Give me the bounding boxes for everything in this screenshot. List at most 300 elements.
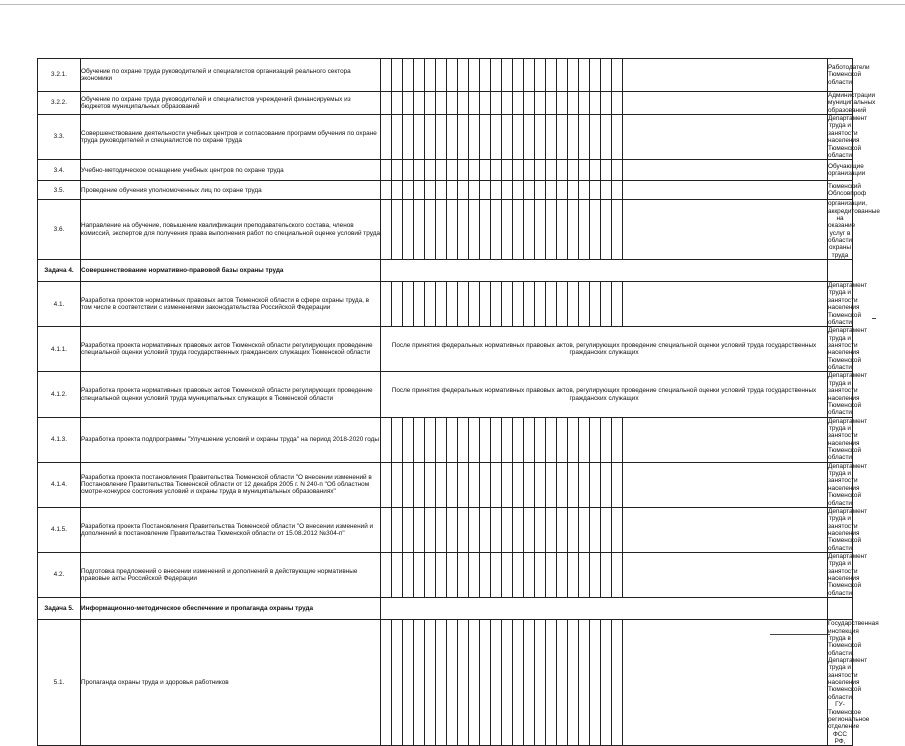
item-number: 3.3.: [38, 115, 81, 160]
measure-description: Обучение по охране труда руководителей и специалистов организаций реального сектора экономики: [81, 59, 381, 92]
timeline-cell: [612, 417, 623, 462]
timeline-cell: [447, 160, 458, 181]
item-number: 3.6.: [38, 200, 81, 260]
task-title: Информационно-методическое обеспечение и пропаганда охраны труда: [81, 598, 381, 620]
timeline-cell: [381, 92, 392, 115]
timeline-cell: [447, 59, 458, 92]
timeline-cell: [436, 160, 447, 181]
timeline-cell: [557, 59, 568, 92]
timeline-cell: [469, 181, 480, 200]
timeline-cell: [458, 59, 469, 92]
timeline-cell: [612, 620, 623, 746]
timeline-cell: [513, 200, 524, 260]
task-empty-cells: [381, 598, 828, 620]
timeline-cell: [447, 92, 458, 115]
timeline-cell: [403, 115, 414, 160]
timeline-cell: [403, 462, 414, 507]
timeline-cell: [502, 507, 513, 552]
task-empty-responsible: [828, 598, 853, 620]
timeline-cell: [502, 59, 513, 92]
timeline-cell: [568, 181, 579, 200]
timeline-cell: [546, 507, 557, 552]
timeline-cell: [403, 620, 414, 746]
timeline-cell: [513, 417, 524, 462]
timeline-cell: [524, 553, 535, 598]
table-row: [38, 620, 853, 746]
timeline-cell: [546, 620, 557, 746]
responsible-party: организации, аккредитованные на оказание услуг в области охраны труда: [828, 200, 880, 259]
timeline-cell: [469, 507, 480, 552]
timeline-cell: [502, 553, 513, 598]
timeline-cell: [480, 92, 491, 115]
timeline-cell: [524, 462, 535, 507]
timeline-cell: [425, 553, 436, 598]
table-row: [38, 462, 853, 507]
timeline-cell: [425, 417, 436, 462]
timeline-cell: [392, 620, 403, 746]
item-number: 3.2.1.: [38, 59, 81, 92]
timeline-cell: [601, 181, 612, 200]
timeline-cell: [601, 507, 612, 552]
timeline-cell: [491, 200, 502, 260]
measure-description: Разработка проекта нормативных правовых актов Тюменской области регулирующих проведение специальной оценки условий труда государственных гражданских служащих Тюменской области: [81, 327, 381, 372]
timeline-cell: [414, 462, 425, 507]
item-number: 4.1.1.: [38, 327, 81, 372]
table-row: [38, 160, 853, 181]
timeline-cell: [590, 115, 601, 160]
task-row: [38, 598, 853, 620]
task-row: [38, 260, 853, 282]
timeline-cell: [491, 92, 502, 115]
timeline-cell: [601, 200, 612, 260]
timeline-cell: [524, 59, 535, 92]
timeline-cell: [414, 620, 425, 746]
timeline-cell: [447, 507, 458, 552]
table-row: [38, 282, 853, 327]
responsible-party: Тюменский Облсовпроф: [828, 181, 853, 200]
table-row: [38, 200, 853, 260]
timeline-cell: [458, 181, 469, 200]
item-number: 4.1.3.: [38, 417, 81, 462]
timeline-cell: [601, 59, 612, 92]
timeline-cell: [568, 282, 579, 327]
timeline-cell: [612, 462, 623, 507]
timeline-cell: [568, 92, 579, 115]
measure-description: Разработка проектов нормативных правовых актов Тюменской области в сфере охраны труда, в том числе в соответствии с изменениями законодательства Российской Федерации: [81, 282, 381, 327]
timeline-cell: [513, 507, 524, 552]
table-row: [38, 115, 853, 160]
timeline-cell: [414, 59, 425, 92]
timeline-cell: [491, 160, 502, 181]
timeline-cell: [469, 59, 480, 92]
timeline-cell: [601, 553, 612, 598]
timeline-cell: [557, 115, 568, 160]
timeline-cell: [458, 282, 469, 327]
timeline-cell: [612, 282, 623, 327]
timeline-cell: [447, 115, 458, 160]
timeline-cell: [425, 59, 436, 92]
timeline-cell: [392, 181, 403, 200]
timeline-cell: [458, 553, 469, 598]
timeline-cell: [425, 282, 436, 327]
timeline-cell: [469, 417, 480, 462]
measure-description: Учебно-методическое оснащение учебных центров по охране труда: [81, 160, 381, 181]
timeline-cell: [623, 282, 828, 327]
timeline-cell: [469, 92, 480, 115]
timeline-cell: [568, 115, 579, 160]
timeline-cell: [546, 553, 557, 598]
timeline-cell: [502, 92, 513, 115]
timeline-cell: [469, 160, 480, 181]
responsible-party: Государственная инспекция труда в Тюменской области, Департамент труда и занятости населения Тюменской области, ГУ- Тюменское региональное отделение ФСС РФ,: [828, 620, 879, 745]
timeline-cell: [513, 553, 524, 598]
timeline-cell: [612, 160, 623, 181]
timeline-cell: [480, 115, 491, 160]
timeline-cell: [535, 160, 546, 181]
deadline-note: После принятия федеральных нормативных правовых актов, регулирующих проведение специальной оценки условий труда государственных гражданских служащих: [381, 372, 828, 417]
timeline-cell: [469, 115, 480, 160]
timeline-cell: [502, 282, 513, 327]
timeline-cell: [601, 92, 612, 115]
timeline-cell: [480, 553, 491, 598]
timeline-cell: [447, 620, 458, 746]
timeline-cell: [623, 200, 828, 260]
timeline-cell: [480, 59, 491, 92]
timeline-cell: [425, 92, 436, 115]
timeline-cell: [403, 181, 414, 200]
timeline-cell: [524, 417, 535, 462]
timeline-cell: [590, 507, 601, 552]
deadline-note: После принятия федеральных нормативных правовых актов, регулирующих проведение специальной оценки условий труда государственных гражданских служащих: [381, 327, 828, 372]
timeline-cell: [436, 92, 447, 115]
timeline-cell: [469, 553, 480, 598]
timeline-cell: [469, 282, 480, 327]
timeline-cell: [425, 115, 436, 160]
timeline-cell: [513, 181, 524, 200]
timeline-cell: [535, 620, 546, 746]
measures-plan-table: [37, 58, 880, 746]
table-row: [38, 507, 853, 552]
timeline-cell: [524, 507, 535, 552]
item-number: 3.4.: [38, 160, 81, 181]
timeline-cell: [535, 181, 546, 200]
timeline-cell: [546, 160, 557, 181]
timeline-cell: [414, 417, 425, 462]
timeline-cell: [469, 200, 480, 260]
timeline-cell: [579, 507, 590, 552]
timeline-cell: [612, 92, 623, 115]
timeline-cell: [480, 507, 491, 552]
timeline-cell: [590, 92, 601, 115]
timeline-cell: [502, 200, 513, 260]
timeline-cell: [414, 115, 425, 160]
timeline-cell: [491, 115, 502, 160]
timeline-cell: [612, 507, 623, 552]
timeline-cell: [425, 462, 436, 507]
item-number: 4.1.2.: [38, 372, 81, 417]
measure-description: Разработка проекта Постановления Правительства Тюменской области "О внесении изменений и дополнений в постановление Правительства Тюменской области от 15.08.2012 №304-п": [81, 507, 381, 552]
timeline-cell: [480, 417, 491, 462]
timeline-cell: [612, 59, 623, 92]
timeline-cell: [392, 553, 403, 598]
timeline-cell: [436, 115, 447, 160]
timeline-cell: [425, 620, 436, 746]
timeline-cell: [381, 59, 392, 92]
item-number: 3.2.2.: [38, 92, 81, 115]
timeline-cell: [502, 462, 513, 507]
timeline-cell: [623, 507, 828, 552]
timeline-cell: [403, 417, 414, 462]
timeline-cell: [579, 92, 590, 115]
timeline-cell: [590, 282, 601, 327]
measure-description: Подготовка предложений о внесении изменений и дополнений в действующие нормативные правовые акты Российской Федерации: [81, 553, 381, 598]
timeline-cell: [502, 417, 513, 462]
timeline-cell: [568, 417, 579, 462]
timeline-cell: [601, 160, 612, 181]
timeline-cell: [546, 181, 557, 200]
timeline-cell: [590, 59, 601, 92]
timeline-cell: [414, 282, 425, 327]
timeline-cell: [612, 200, 623, 260]
timeline-cell: [425, 160, 436, 181]
timeline-cell: [447, 200, 458, 260]
timeline-cell: [381, 417, 392, 462]
responsible-party: Департамент труда и занятости населения Тюменской области: [828, 462, 868, 507]
timeline-cell: [392, 282, 403, 327]
timeline-cell: [513, 92, 524, 115]
timeline-cell: [601, 462, 612, 507]
table-row: [38, 417, 853, 462]
timeline-cell: [425, 200, 436, 260]
timeline-cell: [491, 181, 502, 200]
timeline-cell: [546, 200, 557, 260]
timeline-cell: [590, 620, 601, 746]
timeline-cell: [502, 181, 513, 200]
measure-description: Разработка проекта подпрограммы "Улучшение условий и охраны труда" на период 2018-2020 годы: [81, 417, 381, 462]
timeline-cell: [502, 620, 513, 746]
timeline-cell: [458, 462, 469, 507]
timeline-cell: [535, 553, 546, 598]
timeline-cell: [414, 92, 425, 115]
timeline-cell: [590, 417, 601, 462]
timeline-cell: [524, 115, 535, 160]
timeline-cell: [590, 181, 601, 200]
timeline-cell: [436, 507, 447, 552]
scan-artifact-mark: [872, 318, 876, 319]
timeline-cell: [557, 462, 568, 507]
timeline-cell: [557, 160, 568, 181]
timeline-cell: [436, 417, 447, 462]
timeline-cell: [557, 620, 568, 746]
timeline-cell: [524, 92, 535, 115]
timeline-cell: [403, 282, 414, 327]
timeline-cell: [381, 200, 392, 260]
timeline-cell: [491, 553, 502, 598]
timeline-cell: [513, 59, 524, 92]
item-number: 5.1.: [38, 620, 81, 746]
timeline-cell: [392, 200, 403, 260]
table-row: [38, 327, 853, 372]
timeline-cell: [524, 620, 535, 746]
timeline-cell: [568, 160, 579, 181]
timeline-cell: [447, 462, 458, 507]
timeline-cell: [601, 417, 612, 462]
timeline-cell: [491, 282, 502, 327]
timeline-cell: [436, 462, 447, 507]
timeline-cell: [491, 620, 502, 746]
timeline-cell: [458, 507, 469, 552]
timeline-cell: [447, 181, 458, 200]
timeline-cell: [601, 620, 612, 746]
responsible-party: Департамент труда и занятости населения Тюменской области: [828, 372, 868, 417]
timeline-cell: [623, 160, 828, 181]
timeline-cell: [513, 160, 524, 181]
timeline-cell: [623, 553, 828, 598]
timeline-cell: [590, 462, 601, 507]
timeline-cell: [623, 92, 828, 115]
responsible-party: Обучающие организации: [828, 160, 853, 181]
timeline-cell: [579, 417, 590, 462]
task-empty-cells: [381, 260, 828, 282]
timeline-cell: [612, 115, 623, 160]
timeline-cell: [480, 160, 491, 181]
measure-description: Разработка проекта нормативных правовых актов Тюменской области регулирующих проведение специальной оценки условий труда муниципальных служащих в Тюменской области: [81, 372, 381, 417]
timeline-cell: [436, 181, 447, 200]
table-row: [38, 92, 853, 115]
timeline-cell: [425, 507, 436, 552]
timeline-cell: [568, 462, 579, 507]
timeline-cell: [579, 462, 590, 507]
timeline-cell: [458, 115, 469, 160]
timeline-cell: [557, 181, 568, 200]
timeline-cell: [392, 92, 403, 115]
timeline-cell: [623, 181, 828, 200]
timeline-cell: [414, 507, 425, 552]
timeline-cell: [480, 200, 491, 260]
timeline-cell: [458, 620, 469, 746]
timeline-cell: [403, 200, 414, 260]
timeline-cell: [469, 462, 480, 507]
measure-description: Проведение обучения уполномоченных лиц по охране труда: [81, 181, 381, 200]
timeline-cell: [546, 59, 557, 92]
timeline-cell: [447, 553, 458, 598]
timeline-cell: [436, 620, 447, 746]
timeline-cell: [623, 59, 828, 92]
timeline-cell: [579, 282, 590, 327]
measure-description: Пропаганда охраны труда и здоровья работников: [81, 620, 381, 746]
timeline-cell: [513, 282, 524, 327]
timeline-cell: [623, 620, 828, 746]
timeline-cell: [623, 462, 828, 507]
timeline-cell: [480, 181, 491, 200]
timeline-cell: [458, 417, 469, 462]
timeline-cell: [568, 620, 579, 746]
timeline-cell: [414, 553, 425, 598]
timeline-cell: [535, 282, 546, 327]
measure-description: Совершенствование деятельности учебных центров и согласование программ обучения по охране труда руководителей и специалистов по охране труда: [81, 115, 381, 160]
timeline-cell: [568, 59, 579, 92]
timeline-cell: [502, 160, 513, 181]
timeline-cell: [568, 200, 579, 260]
timeline-cell: [612, 181, 623, 200]
timeline-cell: [447, 282, 458, 327]
timeline-cell: [546, 417, 557, 462]
timeline-cell: [381, 160, 392, 181]
timeline-cell: [579, 553, 590, 598]
timeline-cell: [491, 462, 502, 507]
responsible-party: Департамент труда и занятости населения Тюменской области: [828, 327, 868, 372]
timeline-cell: [436, 59, 447, 92]
timeline-cell: [491, 59, 502, 92]
timeline-cell: [579, 181, 590, 200]
timeline-cell: [579, 160, 590, 181]
timeline-cell: [392, 59, 403, 92]
timeline-cell: [414, 160, 425, 181]
timeline-cell: [535, 507, 546, 552]
timeline-cell: [557, 507, 568, 552]
timeline-cell: [458, 200, 469, 260]
table-row: [38, 553, 853, 598]
timeline-cell: [601, 282, 612, 327]
timeline-cell: [590, 200, 601, 260]
timeline-cell: [557, 200, 568, 260]
timeline-cell: [403, 160, 414, 181]
timeline-cell: [491, 417, 502, 462]
timeline-cell: [535, 115, 546, 160]
timeline-cell: [535, 59, 546, 92]
timeline-cell: [590, 160, 601, 181]
timeline-cell: [436, 282, 447, 327]
responsible-party: Департамент труда и занятости населения Тюменской области: [828, 553, 868, 597]
timeline-cell: [381, 553, 392, 598]
table-row: [38, 59, 853, 92]
item-number: 3.5.: [38, 181, 81, 200]
timeline-cell: [535, 200, 546, 260]
timeline-cell: [513, 462, 524, 507]
responsible-party: Департамент труда и занятости населения Тюменской области: [828, 282, 868, 326]
timeline-cell: [491, 507, 502, 552]
timeline-cell: [535, 417, 546, 462]
timeline-cell: [480, 462, 491, 507]
timeline-cell: [524, 282, 535, 327]
timeline-cell: [513, 620, 524, 746]
timeline-cell: [480, 282, 491, 327]
timeline-cell: [568, 553, 579, 598]
task-title: Совершенствование нормативно-правовой базы охраны труда: [81, 260, 381, 282]
timeline-cell: [414, 200, 425, 260]
timeline-cell: [568, 507, 579, 552]
timeline-cell: [579, 59, 590, 92]
timeline-cell: [535, 92, 546, 115]
timeline-cell: [557, 417, 568, 462]
timeline-cell: [469, 620, 480, 746]
timeline-cell: [381, 507, 392, 552]
item-number: 4.1.5.: [38, 507, 81, 552]
timeline-cell: [557, 553, 568, 598]
task-number: Задача 4.: [38, 260, 81, 282]
timeline-cell: [480, 620, 491, 746]
responsible-party: Работодатели Тюменской области: [828, 59, 853, 92]
timeline-cell: [403, 507, 414, 552]
timeline-cell: [458, 160, 469, 181]
timeline-cell: [447, 417, 458, 462]
task-empty-responsible: [828, 260, 853, 282]
timeline-cell: [524, 181, 535, 200]
timeline-cell: [524, 200, 535, 260]
timeline-cell: [579, 115, 590, 160]
timeline-cell: [392, 462, 403, 507]
timeline-cell: [458, 92, 469, 115]
